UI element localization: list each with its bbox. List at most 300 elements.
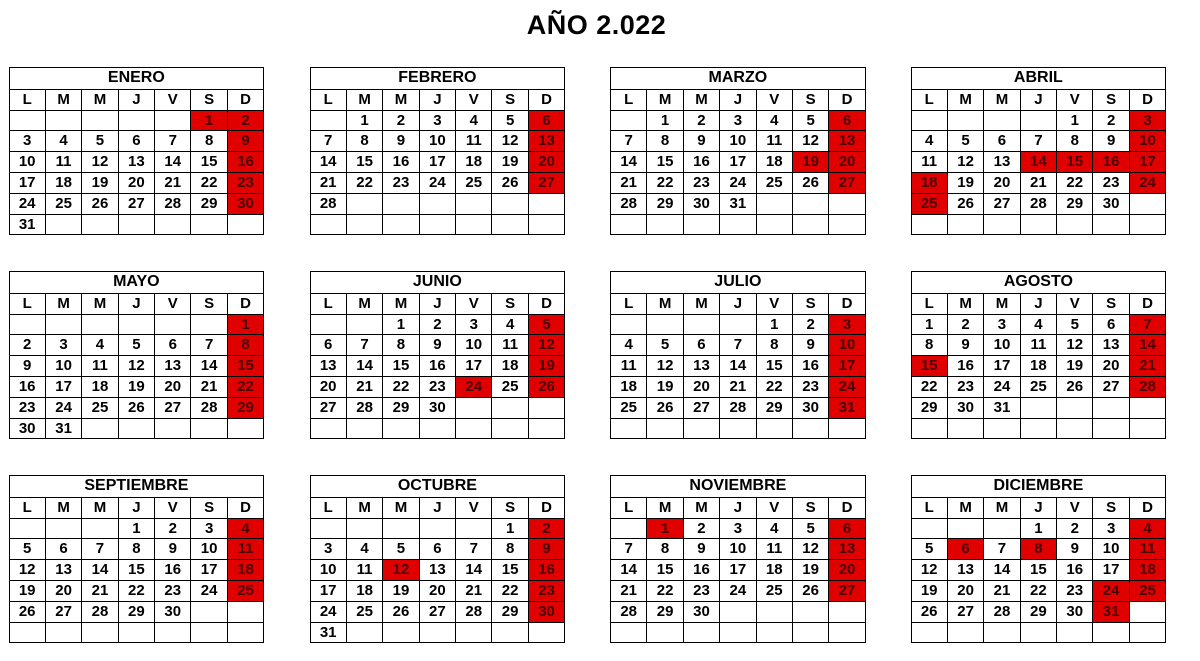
day-cell: 20 [310, 377, 346, 398]
day-cell: 29 [383, 397, 419, 418]
day-cell: 16 [792, 356, 828, 377]
empty-cell [947, 518, 983, 539]
day-cell: 3 [310, 539, 346, 560]
empty-cell [492, 214, 528, 235]
day-cell: 15 [911, 356, 947, 377]
day-cell: 1 [346, 110, 382, 131]
day-cell: 13 [984, 152, 1020, 173]
weekday-header: L [9, 89, 45, 110]
month-calendar [911, 67, 1167, 236]
empty-cell [45, 314, 81, 335]
day-cell: 27 [829, 173, 865, 194]
empty-cell [82, 518, 118, 539]
weekday-header: J [1020, 293, 1056, 314]
empty-cell [1057, 397, 1093, 418]
day-cell: 5 [118, 335, 154, 356]
day-cell: 28 [611, 193, 647, 214]
weekday-header: J [1020, 89, 1056, 110]
day-cell: 20 [419, 581, 455, 602]
empty-cell [45, 622, 81, 643]
empty-cell [647, 622, 683, 643]
day-cell: 8 [118, 539, 154, 560]
empty-cell [9, 314, 45, 335]
day-cell: 12 [1057, 335, 1093, 356]
day-cell: 23 [792, 377, 828, 398]
day-cell: 5 [792, 518, 828, 539]
day-cell: 8 [1020, 539, 1056, 560]
day-cell: 6 [1093, 314, 1129, 335]
empty-cell [456, 397, 492, 418]
day-cell: 7 [155, 131, 191, 152]
empty-cell [118, 622, 154, 643]
day-cell: 2 [1093, 110, 1129, 131]
empty-cell [1093, 397, 1129, 418]
page-title: AÑO 2.022 [526, 10, 667, 40]
day-cell: 12 [911, 560, 947, 581]
empty-cell [155, 622, 191, 643]
day-cell: 1 [383, 314, 419, 335]
day-cell: 15 [346, 152, 382, 173]
day-cell: 4 [911, 131, 947, 152]
day-cell: 30 [528, 601, 564, 622]
empty-cell [456, 193, 492, 214]
weekday-header: V [456, 497, 492, 518]
empty-cell [792, 622, 828, 643]
day-cell: 30 [947, 397, 983, 418]
empty-cell [9, 110, 45, 131]
empty-cell [1093, 622, 1129, 643]
day-cell: 10 [9, 152, 45, 173]
month-calendar [310, 475, 566, 644]
day-cell: 9 [1093, 131, 1129, 152]
month-name: MAYO [9, 271, 264, 293]
month-name: OCTUBRE [310, 475, 565, 497]
day-cell: 11 [492, 335, 528, 356]
weekday-header: V [1057, 497, 1093, 518]
day-cell: 21 [82, 581, 118, 602]
day-cell: 12 [82, 152, 118, 173]
weekday-header: D [1129, 293, 1165, 314]
day-cell: 15 [118, 560, 154, 581]
weekday-header: D [227, 89, 263, 110]
month-name: DICIEMBRE [911, 475, 1166, 497]
day-cell: 21 [456, 581, 492, 602]
day-cell: 21 [191, 377, 227, 398]
day-cell: 29 [191, 193, 227, 214]
day-cell: 30 [683, 193, 719, 214]
empty-cell [911, 418, 947, 439]
day-cell: 6 [419, 539, 455, 560]
day-cell: 9 [419, 335, 455, 356]
empty-cell [528, 193, 564, 214]
day-cell: 21 [611, 581, 647, 602]
day-cell: 4 [756, 110, 792, 131]
day-cell: 17 [984, 356, 1020, 377]
empty-cell [191, 622, 227, 643]
empty-cell [1020, 214, 1056, 235]
empty-cell [310, 214, 346, 235]
day-cell: 24 [191, 581, 227, 602]
day-cell: 13 [45, 560, 81, 581]
empty-cell [155, 110, 191, 131]
weekday-header: V [456, 293, 492, 314]
weekday-header: M [383, 497, 419, 518]
day-cell: 7 [720, 335, 756, 356]
empty-cell [310, 418, 346, 439]
empty-cell [419, 518, 455, 539]
day-cell: 19 [82, 173, 118, 194]
empty-cell [756, 622, 792, 643]
day-cell: 2 [1057, 518, 1093, 539]
empty-cell [720, 214, 756, 235]
day-cell: 16 [1093, 152, 1129, 173]
day-cell: 18 [227, 560, 263, 581]
weekday-header: L [310, 89, 346, 110]
empty-cell [947, 214, 983, 235]
empty-cell [720, 314, 756, 335]
day-cell: 12 [792, 131, 828, 152]
empty-cell [1057, 214, 1093, 235]
day-cell: 20 [829, 152, 865, 173]
empty-cell [1093, 214, 1129, 235]
day-cell: 9 [683, 539, 719, 560]
empty-cell [1129, 601, 1165, 622]
day-cell: 5 [82, 131, 118, 152]
day-cell: 6 [984, 131, 1020, 152]
day-cell: 13 [419, 560, 455, 581]
day-cell: 26 [383, 601, 419, 622]
day-cell: 5 [792, 110, 828, 131]
day-cell: 7 [346, 335, 382, 356]
day-cell: 18 [346, 581, 382, 602]
day-cell: 9 [383, 131, 419, 152]
empty-cell [720, 622, 756, 643]
day-cell: 10 [191, 539, 227, 560]
day-cell: 29 [647, 601, 683, 622]
weekday-header: J [419, 293, 455, 314]
empty-cell [1057, 418, 1093, 439]
day-cell: 27 [984, 193, 1020, 214]
empty-cell [118, 418, 154, 439]
day-cell: 21 [155, 173, 191, 194]
day-cell: 30 [419, 397, 455, 418]
day-cell: 8 [346, 131, 382, 152]
day-cell: 30 [792, 397, 828, 418]
empty-cell [829, 193, 865, 214]
empty-cell [118, 214, 154, 235]
day-cell: 9 [227, 131, 263, 152]
day-cell: 21 [1020, 173, 1056, 194]
day-cell: 23 [528, 581, 564, 602]
day-cell: 4 [756, 518, 792, 539]
day-cell: 27 [118, 193, 154, 214]
day-cell: 10 [456, 335, 492, 356]
weekday-header: M [984, 497, 1020, 518]
empty-cell [1129, 622, 1165, 643]
day-cell: 20 [1093, 356, 1129, 377]
weekday-header: D [528, 293, 564, 314]
day-cell: 12 [647, 356, 683, 377]
day-cell: 26 [792, 173, 828, 194]
day-cell: 18 [82, 377, 118, 398]
weekday-header: V [756, 293, 792, 314]
day-cell: 21 [1129, 356, 1165, 377]
day-cell: 20 [984, 173, 1020, 194]
empty-cell [346, 518, 382, 539]
empty-cell [829, 418, 865, 439]
day-cell: 18 [1129, 560, 1165, 581]
day-cell: 8 [756, 335, 792, 356]
day-cell: 19 [911, 581, 947, 602]
day-cell: 4 [456, 110, 492, 131]
month-calendar [610, 67, 866, 236]
day-cell: 15 [756, 356, 792, 377]
day-cell: 2 [683, 110, 719, 131]
day-cell: 23 [227, 173, 263, 194]
day-cell: 28 [191, 397, 227, 418]
empty-cell [720, 601, 756, 622]
day-cell: 13 [947, 560, 983, 581]
day-cell: 3 [45, 335, 81, 356]
day-cell: 4 [1020, 314, 1056, 335]
day-cell: 16 [419, 356, 455, 377]
day-cell: 22 [647, 173, 683, 194]
day-cell: 8 [383, 335, 419, 356]
day-cell: 14 [984, 560, 1020, 581]
day-cell: 15 [1020, 560, 1056, 581]
weekday-header: M [346, 497, 382, 518]
empty-cell [528, 622, 564, 643]
day-cell: 8 [647, 131, 683, 152]
empty-cell [756, 214, 792, 235]
day-cell: 12 [492, 131, 528, 152]
weekday-header: V [155, 497, 191, 518]
weekday-header: J [1020, 497, 1056, 518]
empty-cell [310, 314, 346, 335]
empty-cell [683, 214, 719, 235]
day-cell: 18 [911, 173, 947, 194]
empty-cell [419, 214, 455, 235]
day-cell: 6 [683, 335, 719, 356]
day-cell: 27 [155, 397, 191, 418]
day-cell: 2 [947, 314, 983, 335]
day-cell: 3 [984, 314, 1020, 335]
day-cell: 3 [720, 518, 756, 539]
day-cell: 23 [1057, 581, 1093, 602]
empty-cell [947, 110, 983, 131]
day-cell: 20 [947, 581, 983, 602]
empty-cell [611, 518, 647, 539]
empty-cell [611, 314, 647, 335]
month-calendar [610, 271, 866, 440]
day-cell: 5 [911, 539, 947, 560]
day-cell: 6 [155, 335, 191, 356]
day-cell: 22 [647, 581, 683, 602]
day-cell: 20 [118, 173, 154, 194]
weekday-header: M [647, 497, 683, 518]
empty-cell [683, 418, 719, 439]
empty-cell [9, 518, 45, 539]
day-cell: 4 [227, 518, 263, 539]
day-cell: 7 [611, 131, 647, 152]
day-cell: 26 [118, 397, 154, 418]
day-cell: 14 [456, 560, 492, 581]
empty-cell [911, 214, 947, 235]
day-cell: 6 [947, 539, 983, 560]
day-cell: 23 [1093, 173, 1129, 194]
day-cell: 6 [528, 110, 564, 131]
day-cell: 27 [1093, 377, 1129, 398]
day-cell: 24 [984, 377, 1020, 398]
day-cell: 23 [155, 581, 191, 602]
weekday-header: M [82, 89, 118, 110]
day-cell: 25 [227, 581, 263, 602]
day-cell: 16 [683, 152, 719, 173]
day-cell: 3 [720, 110, 756, 131]
day-cell: 31 [1093, 601, 1129, 622]
day-cell: 19 [528, 356, 564, 377]
month-calendar [610, 475, 866, 644]
day-cell: 19 [9, 581, 45, 602]
empty-cell [492, 193, 528, 214]
day-cell: 20 [683, 377, 719, 398]
day-cell: 30 [9, 418, 45, 439]
day-cell: 17 [456, 356, 492, 377]
day-cell: 22 [383, 377, 419, 398]
day-cell: 31 [310, 622, 346, 643]
day-cell: 4 [82, 335, 118, 356]
day-cell: 29 [1057, 193, 1093, 214]
weekday-header: M [82, 293, 118, 314]
empty-cell [9, 622, 45, 643]
day-cell: 16 [155, 560, 191, 581]
day-cell: 19 [492, 152, 528, 173]
day-cell: 19 [792, 560, 828, 581]
day-cell: 5 [947, 131, 983, 152]
weekday-header: S [1093, 293, 1129, 314]
day-cell: 1 [1020, 518, 1056, 539]
weekday-header: L [611, 89, 647, 110]
day-cell: 28 [1020, 193, 1056, 214]
day-cell: 29 [911, 397, 947, 418]
day-cell: 26 [792, 581, 828, 602]
empty-cell [383, 622, 419, 643]
day-cell: 14 [310, 152, 346, 173]
day-cell: 24 [419, 173, 455, 194]
day-cell: 11 [911, 152, 947, 173]
weekday-header: M [683, 89, 719, 110]
weekday-header: M [647, 293, 683, 314]
day-cell: 29 [647, 193, 683, 214]
day-cell: 3 [1093, 518, 1129, 539]
day-cell: 30 [1093, 193, 1129, 214]
day-cell: 11 [756, 539, 792, 560]
day-cell: 5 [1057, 314, 1093, 335]
weekday-header: M [383, 293, 419, 314]
day-cell: 17 [419, 152, 455, 173]
day-cell: 1 [1057, 110, 1093, 131]
day-cell: 15 [227, 356, 263, 377]
day-cell: 1 [911, 314, 947, 335]
empty-cell [984, 110, 1020, 131]
weekday-header: L [310, 497, 346, 518]
weekday-header: L [911, 497, 947, 518]
empty-cell [456, 622, 492, 643]
day-cell: 23 [683, 581, 719, 602]
empty-cell [419, 418, 455, 439]
weekday-header: V [456, 89, 492, 110]
empty-cell [456, 418, 492, 439]
empty-cell [1020, 397, 1056, 418]
empty-cell [82, 622, 118, 643]
day-cell: 24 [1129, 173, 1165, 194]
weekday-header: M [984, 89, 1020, 110]
day-cell: 25 [492, 377, 528, 398]
day-cell: 16 [227, 152, 263, 173]
empty-cell [383, 214, 419, 235]
day-cell: 1 [647, 110, 683, 131]
day-cell: 4 [492, 314, 528, 335]
day-cell: 9 [155, 539, 191, 560]
empty-cell [456, 214, 492, 235]
day-cell: 30 [1057, 601, 1093, 622]
day-cell: 28 [456, 601, 492, 622]
day-cell: 11 [45, 152, 81, 173]
weekday-header: L [611, 293, 647, 314]
empty-cell [792, 601, 828, 622]
day-cell: 14 [155, 152, 191, 173]
empty-cell [911, 518, 947, 539]
day-cell: 6 [45, 539, 81, 560]
empty-cell [1020, 110, 1056, 131]
day-cell: 29 [118, 601, 154, 622]
day-cell: 13 [829, 131, 865, 152]
weekday-header: J [419, 497, 455, 518]
day-cell: 16 [528, 560, 564, 581]
day-cell: 9 [792, 335, 828, 356]
empty-cell [346, 193, 382, 214]
day-cell: 3 [191, 518, 227, 539]
empty-cell [792, 214, 828, 235]
empty-cell [346, 214, 382, 235]
empty-cell [647, 418, 683, 439]
day-cell: 18 [492, 356, 528, 377]
empty-cell [984, 214, 1020, 235]
day-cell: 27 [829, 581, 865, 602]
day-cell: 4 [45, 131, 81, 152]
day-cell: 27 [310, 397, 346, 418]
day-cell: 6 [310, 335, 346, 356]
day-cell: 23 [9, 397, 45, 418]
day-cell: 11 [756, 131, 792, 152]
empty-cell [947, 622, 983, 643]
day-cell: 1 [647, 518, 683, 539]
weekday-header: D [829, 89, 865, 110]
day-cell: 11 [1020, 335, 1056, 356]
month-name: JUNIO [310, 271, 565, 293]
empty-cell [310, 518, 346, 539]
empty-cell [1093, 418, 1129, 439]
empty-cell [1129, 214, 1165, 235]
empty-cell [227, 601, 263, 622]
empty-cell [1129, 193, 1165, 214]
day-cell: 5 [492, 110, 528, 131]
day-cell: 28 [155, 193, 191, 214]
day-cell: 18 [611, 377, 647, 398]
day-cell: 14 [611, 152, 647, 173]
day-cell: 25 [611, 397, 647, 418]
empty-cell [419, 193, 455, 214]
